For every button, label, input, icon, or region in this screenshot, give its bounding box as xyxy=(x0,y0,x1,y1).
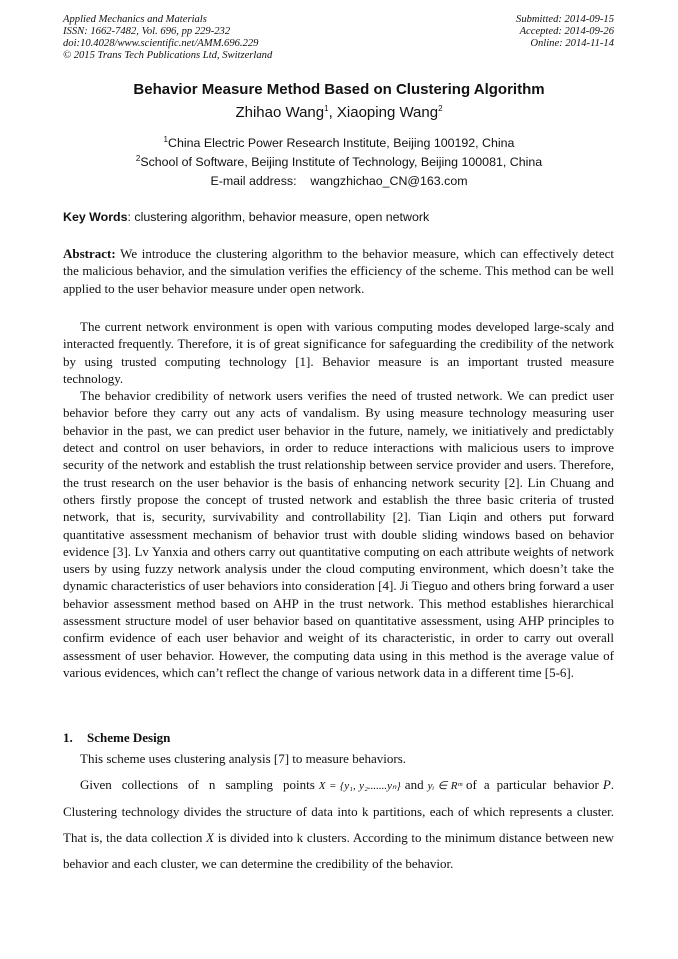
section-body xyxy=(63,750,614,877)
accepted-date: Accepted: 2014-09-26 xyxy=(519,26,614,37)
abstract-text: We introduce the clustering algorithm to the behavior measure, which can effectively detect the malicious behavior, and the simulation verifies the efficiency of the scheme. This method can be well applied to the user behavior measure under open network. xyxy=(63,246,614,296)
author-sup: 2 xyxy=(438,104,443,113)
author-name: Zhihao Wang xyxy=(235,104,325,121)
section-heading xyxy=(63,730,170,746)
math-symbol: P xyxy=(602,777,611,793)
text: and xyxy=(404,777,424,793)
copyright: © 2015 Trans Tech Publications Ltd, Switzerland xyxy=(63,50,273,61)
paragraph: This scheme uses clustering analysis [7] to measure behaviors. xyxy=(80,751,406,766)
section-number: 1. xyxy=(63,730,73,745)
author-name: Xiaoping Wang xyxy=(336,104,439,121)
keywords xyxy=(63,210,429,224)
journal-name: Applied Mechanics and Materials xyxy=(63,14,207,25)
abstract-label: Abstract: xyxy=(63,246,116,261)
paragraph: The behavior credibility of network users verifies the need of trusted network. We can predict user behavior before they carry out any acts of vandalism. By using measure technology measuring user behavior in the past, we can predict user behavior in the future, namely, we initiatively and predictably detect and control on user behaviors, in order to reduce interactions with malicious users to improve security of the network and establish the trust relationship between service provider and users. Therefore, the trust research on the user behavior is the basis of enhancing network security [2]. Lin Chuang and others firstly propose the concept of trusted network and establish the three basic criteria of trusted network, that is, security, survivability and controllability [2]. Tian Liqin and others put forward quantitative assessment mechanism of behavior trust with double sliding windows based on behavior evidence [3]. Lv Yanxia and others carry out quantitative computing on each attribute weights of network users by using fuzzy network analysis under the cloud computing environment, which doesn’t take the dynamic characteristics of user behaviors into consideration [4]. Ji Tieguo and others bring forward a user behavior assessment method based on AHP in the trust network. This method establishes hierarchical assessment structure model of user behavior based on quantitative assessment, using AHP principles to confirm evidence of each user behavior and weight of its characteristic, in order to carry out overall assessment of user behavior. However, the computing data using in this method is the average value of various evidences, which can’t reflect the change of various network data in a different time [5-6]. xyxy=(63,388,614,680)
online-date: Online: 2014-11-14 xyxy=(530,38,614,49)
math-set: X = {y₁, y₂.......yₙ} xyxy=(318,780,401,793)
email-label: E-mail address: xyxy=(210,174,297,188)
paragraph xyxy=(63,772,614,877)
text: of a particular behavior xyxy=(466,777,599,793)
keywords-label: Key Words xyxy=(63,210,128,224)
affiliation-sup: 1 xyxy=(163,134,168,144)
paper-title: Behavior Measure Method Based on Clustering Algorithm xyxy=(133,81,545,98)
submitted-date: Submitted: 2014-09-15 xyxy=(516,14,614,25)
dates-info xyxy=(516,14,614,50)
journal-info xyxy=(63,14,272,62)
authors: Zhihao Wang$^1$, Xiaoping Wang$^2$ xyxy=(235,104,443,121)
email-line xyxy=(0,174,678,188)
math-symbol: X xyxy=(206,830,214,846)
paragraph: The current network environment is open with various computing modes developed large-scaly and interacted frequently. Therefore, it is of great significance for safeguarding the credibility of the network by using trusted computing technology [1]. Behavior measure is an important trusted measure technology. xyxy=(63,319,614,386)
affiliation-text: China Electric Power Research Institute, Beijing 100192, China xyxy=(168,136,515,150)
affiliation xyxy=(0,136,678,150)
introduction xyxy=(63,318,614,681)
affiliation-text: School of Software, Beijing Institute of Technology, Beijing 100081, China xyxy=(140,155,543,169)
math-membership: yᵢ ∈ Rᵐ xyxy=(427,780,463,793)
affiliation xyxy=(0,155,678,169)
email-address: wangzhichao_CN@163.com xyxy=(310,174,468,188)
text: . Clustering technology divides the structure of data into k partitions, each of which represents a cluster. That is, the data collection xyxy=(63,777,615,846)
affiliation-sup: 2 xyxy=(135,153,141,163)
text: is divided into k clusters. According to the minimum distance between new behavior and each cluster, we can determine the credibility of the behavior. xyxy=(63,830,615,872)
issn: ISSN: 1662-7482, Vol. 696, pp 229-232 xyxy=(63,26,231,37)
section-title: Scheme Design xyxy=(87,730,171,745)
keywords-text: : clustering algorithm, behavior measure, open network xyxy=(127,210,430,224)
doi: doi:10.4028/www.scientific.net/AMM.696.229 xyxy=(63,38,259,49)
author-sup: 1 xyxy=(324,104,329,113)
abstract xyxy=(63,245,614,297)
text: Given collections of n sampling points xyxy=(80,777,315,793)
